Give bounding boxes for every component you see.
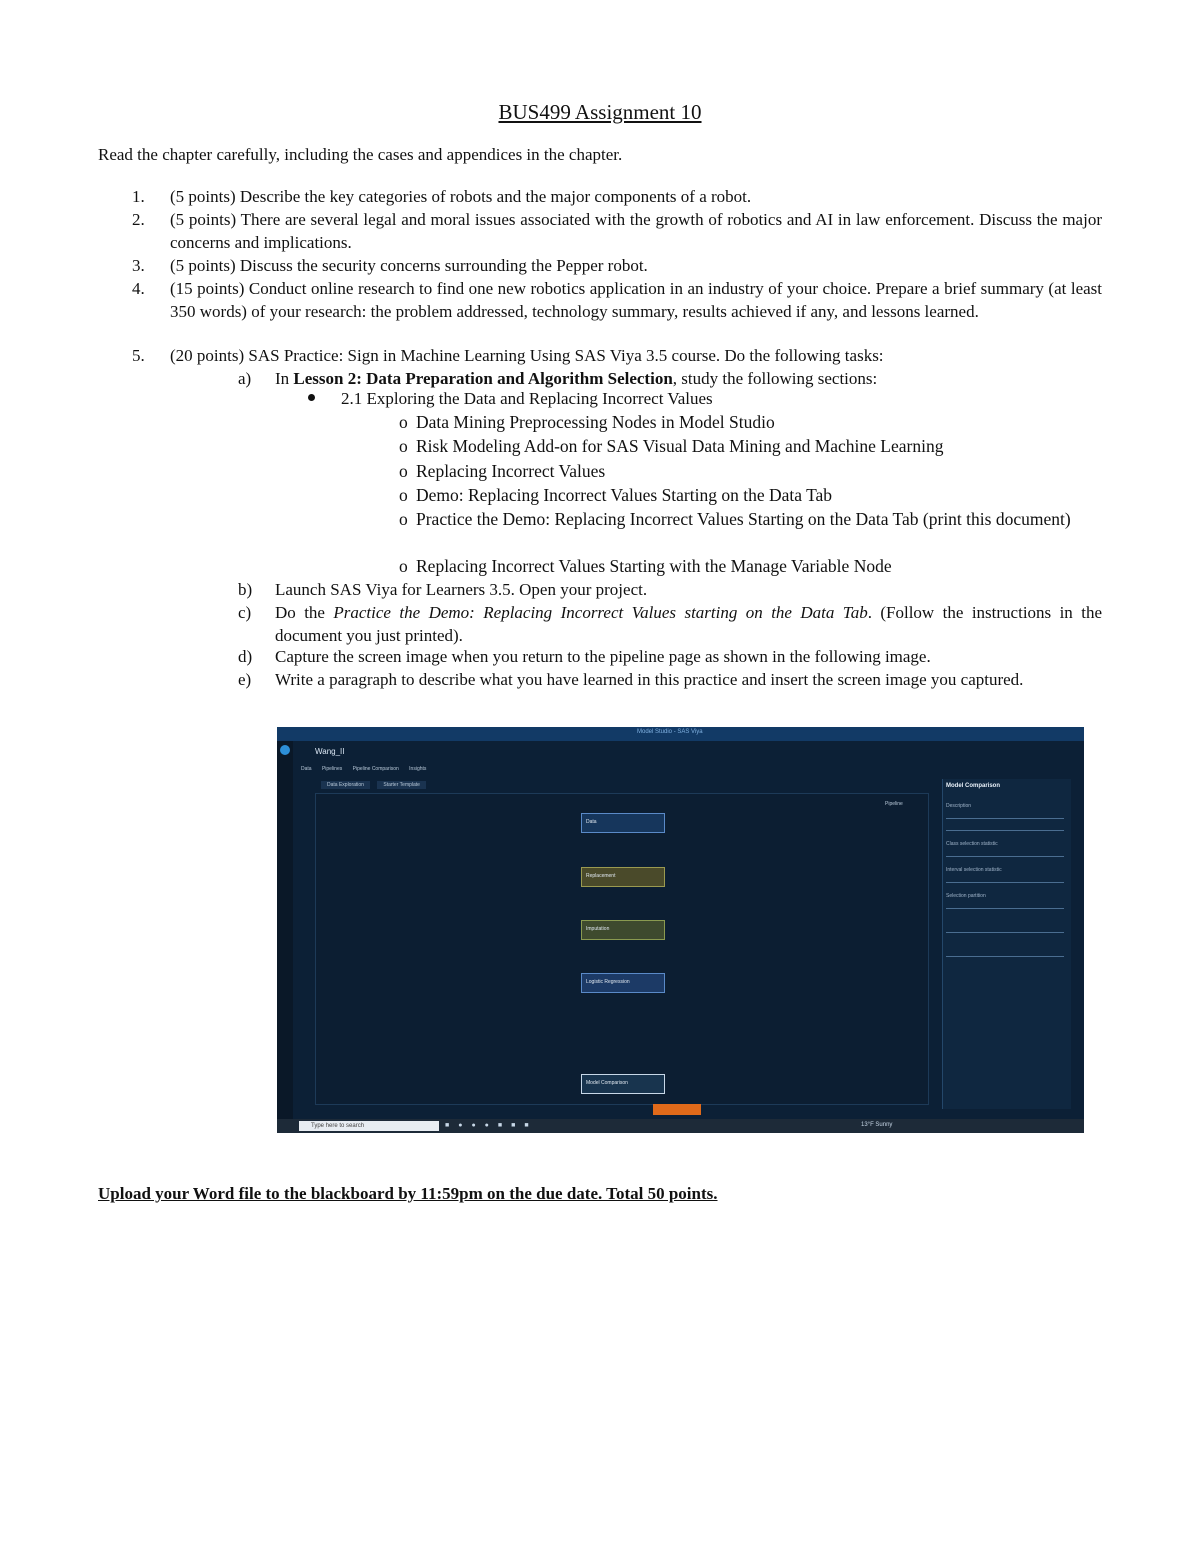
pipeline-node: Logistic Regression — [581, 973, 665, 993]
section-item — [399, 434, 1102, 458]
pipeline-node: Replacement — [581, 867, 665, 887]
windows-taskbar — [277, 1119, 1084, 1133]
task-text — [275, 601, 1102, 647]
section-text: Demo: Replacing Incorrect Values Starting on the Data Tab — [416, 485, 833, 505]
o-marker: o — [399, 412, 408, 432]
question-3 — [132, 254, 1102, 277]
properties-panel — [942, 779, 1071, 1109]
app-left-rail — [277, 741, 293, 1119]
section-text: Replacing Incorrect Values — [416, 461, 606, 481]
task-text: Write a paragraph to describe what you have learned in this practice and insert the screen image you captured. — [275, 670, 1024, 689]
task-d — [238, 645, 1102, 668]
project-name: Wang_II — [315, 747, 345, 756]
task-text: Capture the screen image when you return to the pipeline page as shown in the following image. — [275, 647, 931, 666]
subtab-data-exploration: Data Exploration — [321, 781, 370, 789]
question-text: (15 points) Conduct online research to find one new robotics application in an industry of your choice. Prepare a brief summary (at least 350 words) of your research: the problem addressed, technology summary, results achieved if any, and lessons learned. — [170, 279, 1102, 321]
panel-field — [946, 851, 1064, 857]
panel-field — [946, 877, 1064, 883]
section-item — [399, 507, 1102, 531]
bullet-dot-icon — [308, 394, 315, 401]
panel-label: Class selection statistic — [946, 841, 998, 847]
bullet-text: 2.1 Exploring the Data and Replacing Incorrect Values — [341, 389, 713, 408]
pipeline-label: Pipeline — [885, 801, 903, 807]
help-chat-buttons — [653, 1104, 701, 1115]
o-marker: o — [399, 461, 408, 481]
panel-field — [946, 927, 1064, 933]
question-text: (20 points) SAS Practice: Sign in Machine Learning Using SAS Viya 3.5 course. Do the following tasks: — [170, 346, 884, 365]
subtab-starter-template: Starter Template — [377, 781, 426, 789]
window-title: Model Studio - SAS Viya — [637, 729, 703, 735]
document-title: BUS499 Assignment 10 — [498, 100, 702, 124]
tab-pipelines: Pipelines — [321, 766, 343, 772]
pipeline-subtabs — [321, 781, 432, 789]
task-letter: b) — [238, 580, 253, 599]
question-text: (5 points) Describe the key categories of robots and the major components of a robot. — [170, 187, 752, 206]
task-text-post: , study the following sections: — [672, 369, 878, 388]
task-text: Launch SAS Viya for Learners 3.5. Open your project. — [275, 580, 648, 599]
section-item — [399, 554, 1102, 578]
sas-logo-icon — [280, 745, 290, 755]
task-text-pre: Do the — [275, 603, 334, 622]
pipeline-node: Imputation — [581, 920, 665, 940]
panel-label: Selection partition — [946, 893, 986, 899]
question-text: (5 points) Discuss the security concerns surrounding the Pepper robot. — [170, 256, 648, 275]
section-item — [399, 459, 1102, 483]
task-text-pre: In — [275, 369, 294, 388]
bullet-item — [308, 387, 713, 410]
tab-insights: Insights — [409, 766, 427, 772]
pipeline-node: Model Comparison — [581, 1074, 665, 1094]
section-text: Replacing Incorrect Values Starting with the Manage Variable Node — [416, 556, 892, 576]
o-marker: o — [399, 436, 408, 456]
o-marker: o — [399, 485, 408, 505]
section-item — [399, 483, 1102, 507]
question-2 — [132, 208, 1102, 254]
question-text: (5 points) There are several legal and moral issues associated with the growth of robotics and AI in law enforcement. Discuss the major concerns and implications. — [170, 210, 1102, 252]
task-e — [238, 668, 1102, 691]
section-text: Data Mining Preprocessing Nodes in Model Studio — [416, 412, 775, 432]
taskbar-search: Type here to search — [299, 1121, 439, 1131]
task-letter: c) — [238, 603, 252, 622]
question-1 — [132, 185, 1102, 208]
panel-label: Description — [946, 803, 972, 809]
weather-tray: 13°F Sunny — [861, 1122, 893, 1128]
question-4 — [132, 277, 1102, 323]
question-number: 3. — [132, 256, 145, 275]
panel-field — [946, 903, 1064, 909]
question-number: 5. — [132, 346, 145, 365]
task-c — [238, 601, 1102, 647]
pipeline-node: Data — [581, 813, 665, 833]
task-letter: a) — [238, 369, 252, 388]
task-letter: d) — [238, 647, 253, 666]
task-letter: e) — [238, 670, 252, 689]
window-titlebar — [277, 727, 1084, 741]
task-b — [238, 578, 1102, 601]
sas-screenshot-image — [277, 727, 1084, 1133]
pipeline-canvas — [315, 793, 929, 1105]
panel-title: Model Comparison — [946, 783, 1001, 789]
tab-pipeline-comparison: Pipeline Comparison — [352, 766, 399, 772]
section-item — [399, 410, 1102, 434]
practice-title: Practice the Demo: Replacing Incorrect Values starting on the Data Tab — [333, 603, 868, 622]
question-number: 2. — [132, 210, 145, 229]
question-number: 4. — [132, 279, 145, 298]
question-5 — [132, 344, 1102, 367]
project-tabs — [301, 766, 435, 772]
task-text-post: . (Follow the instructions in the document you just printed). — [275, 603, 1102, 645]
panel-field — [946, 825, 1064, 831]
o-marker: o — [399, 556, 408, 576]
o-marker: o — [399, 509, 408, 529]
intro-paragraph: Read the chapter carefully, including the cases and appendices in the chapter. — [98, 145, 623, 164]
panel-field — [946, 951, 1064, 957]
upload-instruction: Upload your Word file to the blackboard by 11:59pm on the due date. Total 50 points. — [98, 1184, 718, 1203]
tab-data: Data — [301, 766, 312, 772]
lesson-title: Lesson 2: Data Preparation and Algorithm Selection — [293, 369, 673, 388]
question-number: 1. — [132, 187, 145, 206]
taskbar-app-icons: ■●●●■■■ — [445, 1122, 538, 1129]
panel-field — [946, 813, 1064, 819]
panel-label: Interval selection statistic — [946, 867, 1002, 873]
section-text: Risk Modeling Add-on for SAS Visual Data Mining and Machine Learning — [416, 436, 944, 456]
section-text: Practice the Demo: Replacing Incorrect Values Starting on the Data Tab (print this document) — [416, 509, 1071, 529]
